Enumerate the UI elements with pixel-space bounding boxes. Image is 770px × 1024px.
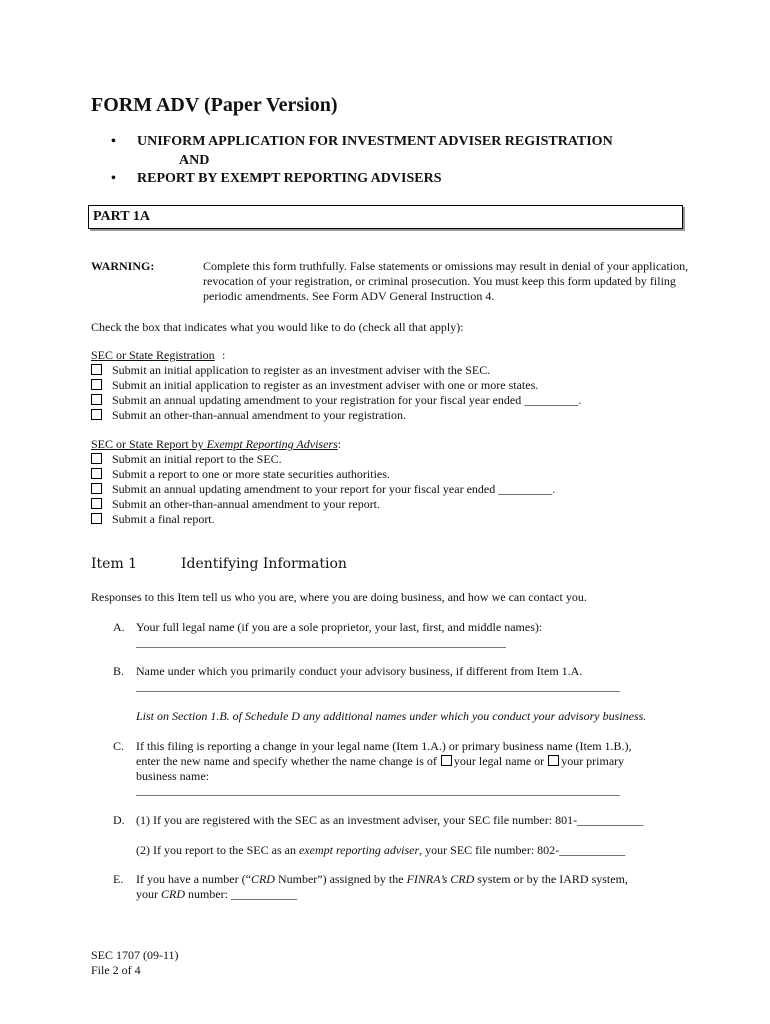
option-initial-report[interactable]: Submit an initial report to the SEC. — [91, 452, 282, 467]
checkbox[interactable] — [91, 409, 102, 420]
checkbox[interactable] — [91, 453, 102, 464]
check-instructions: Check the box that indicates what you would like to do (check all that apply): — [91, 320, 464, 334]
item-c-text-1: If this filing is reporting a change in your legal name (Item 1.A.) or primary business name (Item 1.B.), — [136, 739, 632, 753]
option-initial-sec-registration[interactable]: Submit an initial application to register as an investment adviser with the SEC. — [91, 363, 490, 378]
legal-name-field[interactable] — [136, 647, 506, 648]
warning-label: WARNING: — [91, 259, 155, 273]
heading-line-1: • UNIFORM APPLICATION FOR INVESTMENT ADVISER REGISTRATION — [111, 134, 613, 149]
crd-number: your CRD number: ___________ — [136, 887, 297, 901]
sec-file-number-801: (1) If you are registered with the SEC as an investment adviser, your SEC file number: 801-___________ — [136, 813, 644, 827]
item-c-text-3: business name: — [136, 769, 209, 783]
item-e-letter: E. — [113, 872, 124, 886]
warning-text: Complete this form truthfully. False statements or omissions may result in denial of your application, revocation of your registration, or criminal prosecution. You must keep this form updated by filing periodic amendments. See Form ADV General Instruction 4. — [203, 259, 689, 303]
item-b-note: List on Section 1.B. of Schedule D any additional names under which you conduct your advisory business. — [136, 709, 647, 723]
form-title: FORM ADV (Paper Version) — [91, 94, 338, 116]
checkbox[interactable] — [91, 468, 102, 479]
page-footer — [91, 948, 179, 978]
checkbox[interactable] — [91, 513, 102, 524]
option-initial-state-registration[interactable]: Submit an initial application to register as an investment adviser with one or more states. — [91, 378, 538, 393]
item-e-text-1: If you have a number (“CRD Number”) assigned by the FINRA’s CRD system or by the IARD system, — [136, 872, 628, 886]
heading-line-2: • REPORT BY EXEMPT REPORTING ADVISERS — [111, 171, 442, 186]
sec-file-number-802: (2) If you report to the SEC as an exempt reporting adviser, your SEC file number: 802-___________ — [136, 843, 626, 857]
option-other-amendment-report[interactable]: Submit an other-than-annual amendment to your report. — [91, 497, 380, 512]
bullet-icon: • — [111, 134, 116, 149]
option-other-amendment-registration[interactable]: Submit an other-than-annual amendment to your registration. — [91, 408, 406, 423]
item-b-text: Name under which you primarily conduct your advisory business, if different from Item 1.A. — [136, 664, 583, 678]
form-number: SEC 1707 (09-11) — [91, 948, 179, 962]
option-state-report[interactable]: Submit a report to one or more state securities authorities. — [91, 467, 390, 482]
section-exempt-title: SEC or State Report by Exempt Reporting Advisers: — [91, 437, 342, 451]
item-c-letter: C. — [113, 739, 125, 753]
heading-and: AND — [179, 153, 210, 168]
item-a-letter: A. — [113, 620, 125, 634]
new-name-field[interactable] — [136, 795, 620, 796]
part-header — [88, 205, 683, 229]
section-registration-title: SEC or State Registration — [91, 348, 215, 362]
part-label: PART 1A — [93, 209, 150, 224]
checkbox[interactable] — [91, 498, 102, 509]
item-c-text-2: enter the new name and specify whether the name change is of your legal name or your primary — [136, 754, 625, 768]
business-name-field[interactable] — [136, 691, 620, 692]
checkbox[interactable] — [91, 364, 102, 375]
bullet-icon: • — [111, 171, 116, 186]
item-1-heading: Item 1 Identifying Information — [91, 556, 347, 572]
item-a-text: Your full legal name (if you are a sole proprietor, your last, first, and middle names): — [136, 620, 543, 634]
checkbox[interactable] — [91, 394, 102, 405]
legal-name-change-checkbox[interactable] — [441, 755, 452, 766]
business-name-change-checkbox[interactable] — [548, 755, 559, 766]
checkbox[interactable] — [91, 379, 102, 390]
item-1-intro: Responses to this Item tell us who you are, where you are doing business, and how we can contact you. — [91, 590, 587, 604]
option-annual-amendment-registration[interactable]: Submit an annual updating amendment to your registration for your fiscal year ended _________. — [91, 393, 581, 408]
file-page: File 2 of 4 — [91, 963, 141, 977]
item-b-letter: B. — [113, 664, 125, 678]
checkbox[interactable] — [91, 483, 102, 494]
option-final-report[interactable]: Submit a final report. — [91, 512, 215, 527]
item-d-letter: D. — [113, 813, 125, 827]
option-annual-amendment-report[interactable]: Submit an annual updating amendment to your report for your fiscal year ended _________. — [91, 482, 555, 497]
